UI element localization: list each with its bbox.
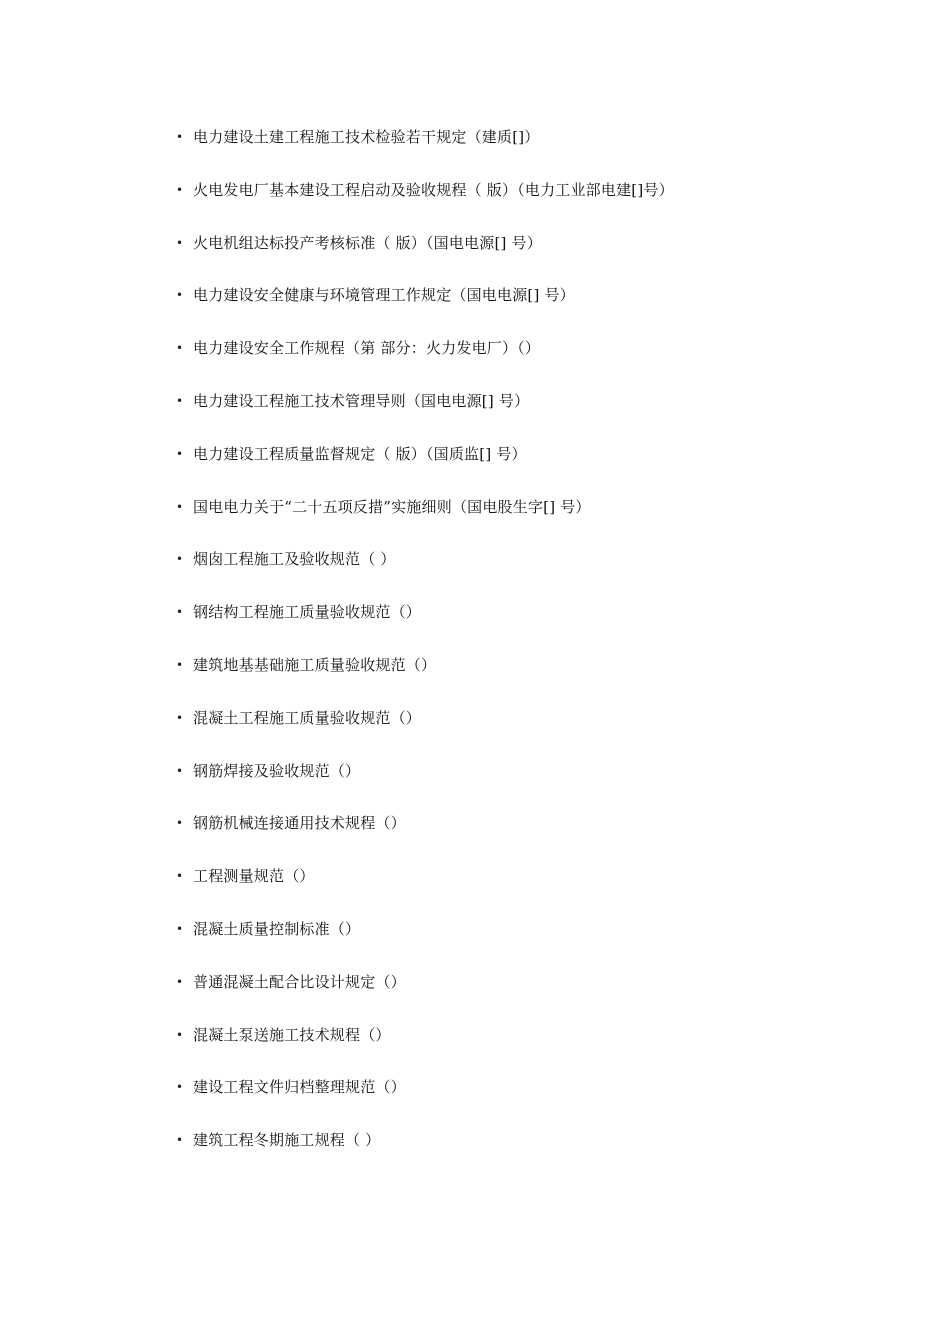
bullet-icon: •: [176, 499, 184, 514]
bullet-icon: •: [176, 288, 184, 303]
bullet-icon: •: [176, 1027, 184, 1042]
list-item-text: 混凝土质量控制标准（）: [193, 919, 361, 938]
list-item: [176, 599, 674, 652]
list-item-text: 混凝土工程施工质量验收规范（）: [193, 708, 422, 727]
list-item: [176, 1022, 674, 1075]
list-item: [176, 441, 674, 494]
list-item: [176, 810, 674, 863]
bullet-icon: •: [176, 816, 184, 831]
list-item-text: 电力建设工程施工技术管理导则（国电电源[] 号）: [193, 391, 530, 410]
list-item: [176, 705, 674, 758]
bullet-icon: •: [176, 605, 184, 620]
list-item: [176, 282, 674, 335]
list-item-text: 火电机组达标投产考核标准（ 版）（国电电源[] 号）: [193, 233, 542, 252]
list-item: [176, 652, 674, 705]
list-item-text: 普通混凝土配合比设计规定（）: [193, 972, 406, 991]
list-item: [176, 124, 674, 177]
bullet-icon: •: [176, 657, 184, 672]
bullet-icon: •: [176, 1080, 184, 1095]
bullet-icon: •: [176, 710, 184, 725]
list-item: [176, 230, 674, 283]
list-item: [176, 494, 674, 547]
list-item: [176, 177, 674, 230]
bullet-icon: •: [176, 921, 184, 936]
list-item: [176, 863, 674, 916]
bullet-icon: •: [176, 763, 184, 778]
list-item: [176, 916, 674, 969]
list-item-text: 工程测量规范（）: [193, 867, 315, 886]
list-item-text: 建筑工程冬期施工规程（ ）: [193, 1131, 381, 1150]
bullet-icon: •: [176, 552, 184, 567]
list-item-text: 国电电力关于“二十五项反措”实施细则（国电股生字[] 号）: [193, 497, 591, 516]
bullet-icon: •: [176, 235, 184, 250]
list-item-text: 电力建设工程质量监督规定（ 版）（国质监[] 号）: [193, 444, 527, 463]
bullet-icon: •: [176, 182, 184, 197]
bullet-icon: •: [176, 393, 184, 408]
list-item-text: 电力建设安全健康与环境管理工作规定（国电电源[] 号）: [193, 286, 575, 305]
list-item-text: 钢结构工程施工质量验收规范（）: [193, 603, 422, 622]
bullet-icon: •: [176, 1133, 184, 1148]
list-item: [176, 1127, 674, 1180]
list-item-text: 钢筋焊接及验收规范（）: [193, 761, 361, 780]
list-item-text: 电力建设土建工程施工技术检验若干规定（建质[]）: [193, 128, 540, 146]
list-item-text: 烟囱工程施工及验收规范（ ）: [193, 550, 396, 569]
bullet-icon: •: [176, 869, 184, 884]
bullet-icon: •: [176, 130, 184, 144]
list-item-text: 电力建设安全工作规程（第 部分：火力发电厂）（）: [193, 339, 541, 358]
list-item: [176, 1074, 674, 1127]
list-item-text: 建筑地基基础施工质量验收规范（）: [193, 655, 437, 674]
list-item-text: 混凝土泵送施工技术规程（）: [193, 1025, 391, 1044]
bullet-icon: •: [176, 974, 184, 989]
bullet-icon: •: [176, 446, 184, 461]
list-item-text: 火电发电厂基本建设工程启动及验收规程（ 版）（电力工业部电建[]号）: [193, 180, 674, 199]
list-item-text: 钢筋机械连接通用技术规程（）: [193, 814, 406, 833]
list-item: [176, 335, 674, 388]
list-item: [176, 546, 674, 599]
list-item-text: 建设工程文件归档整理规范（）: [193, 1078, 406, 1097]
list-item: [176, 758, 674, 811]
standards-list: [176, 124, 674, 1180]
bullet-icon: •: [176, 341, 184, 356]
list-item: [176, 969, 674, 1022]
list-item: [176, 388, 674, 441]
